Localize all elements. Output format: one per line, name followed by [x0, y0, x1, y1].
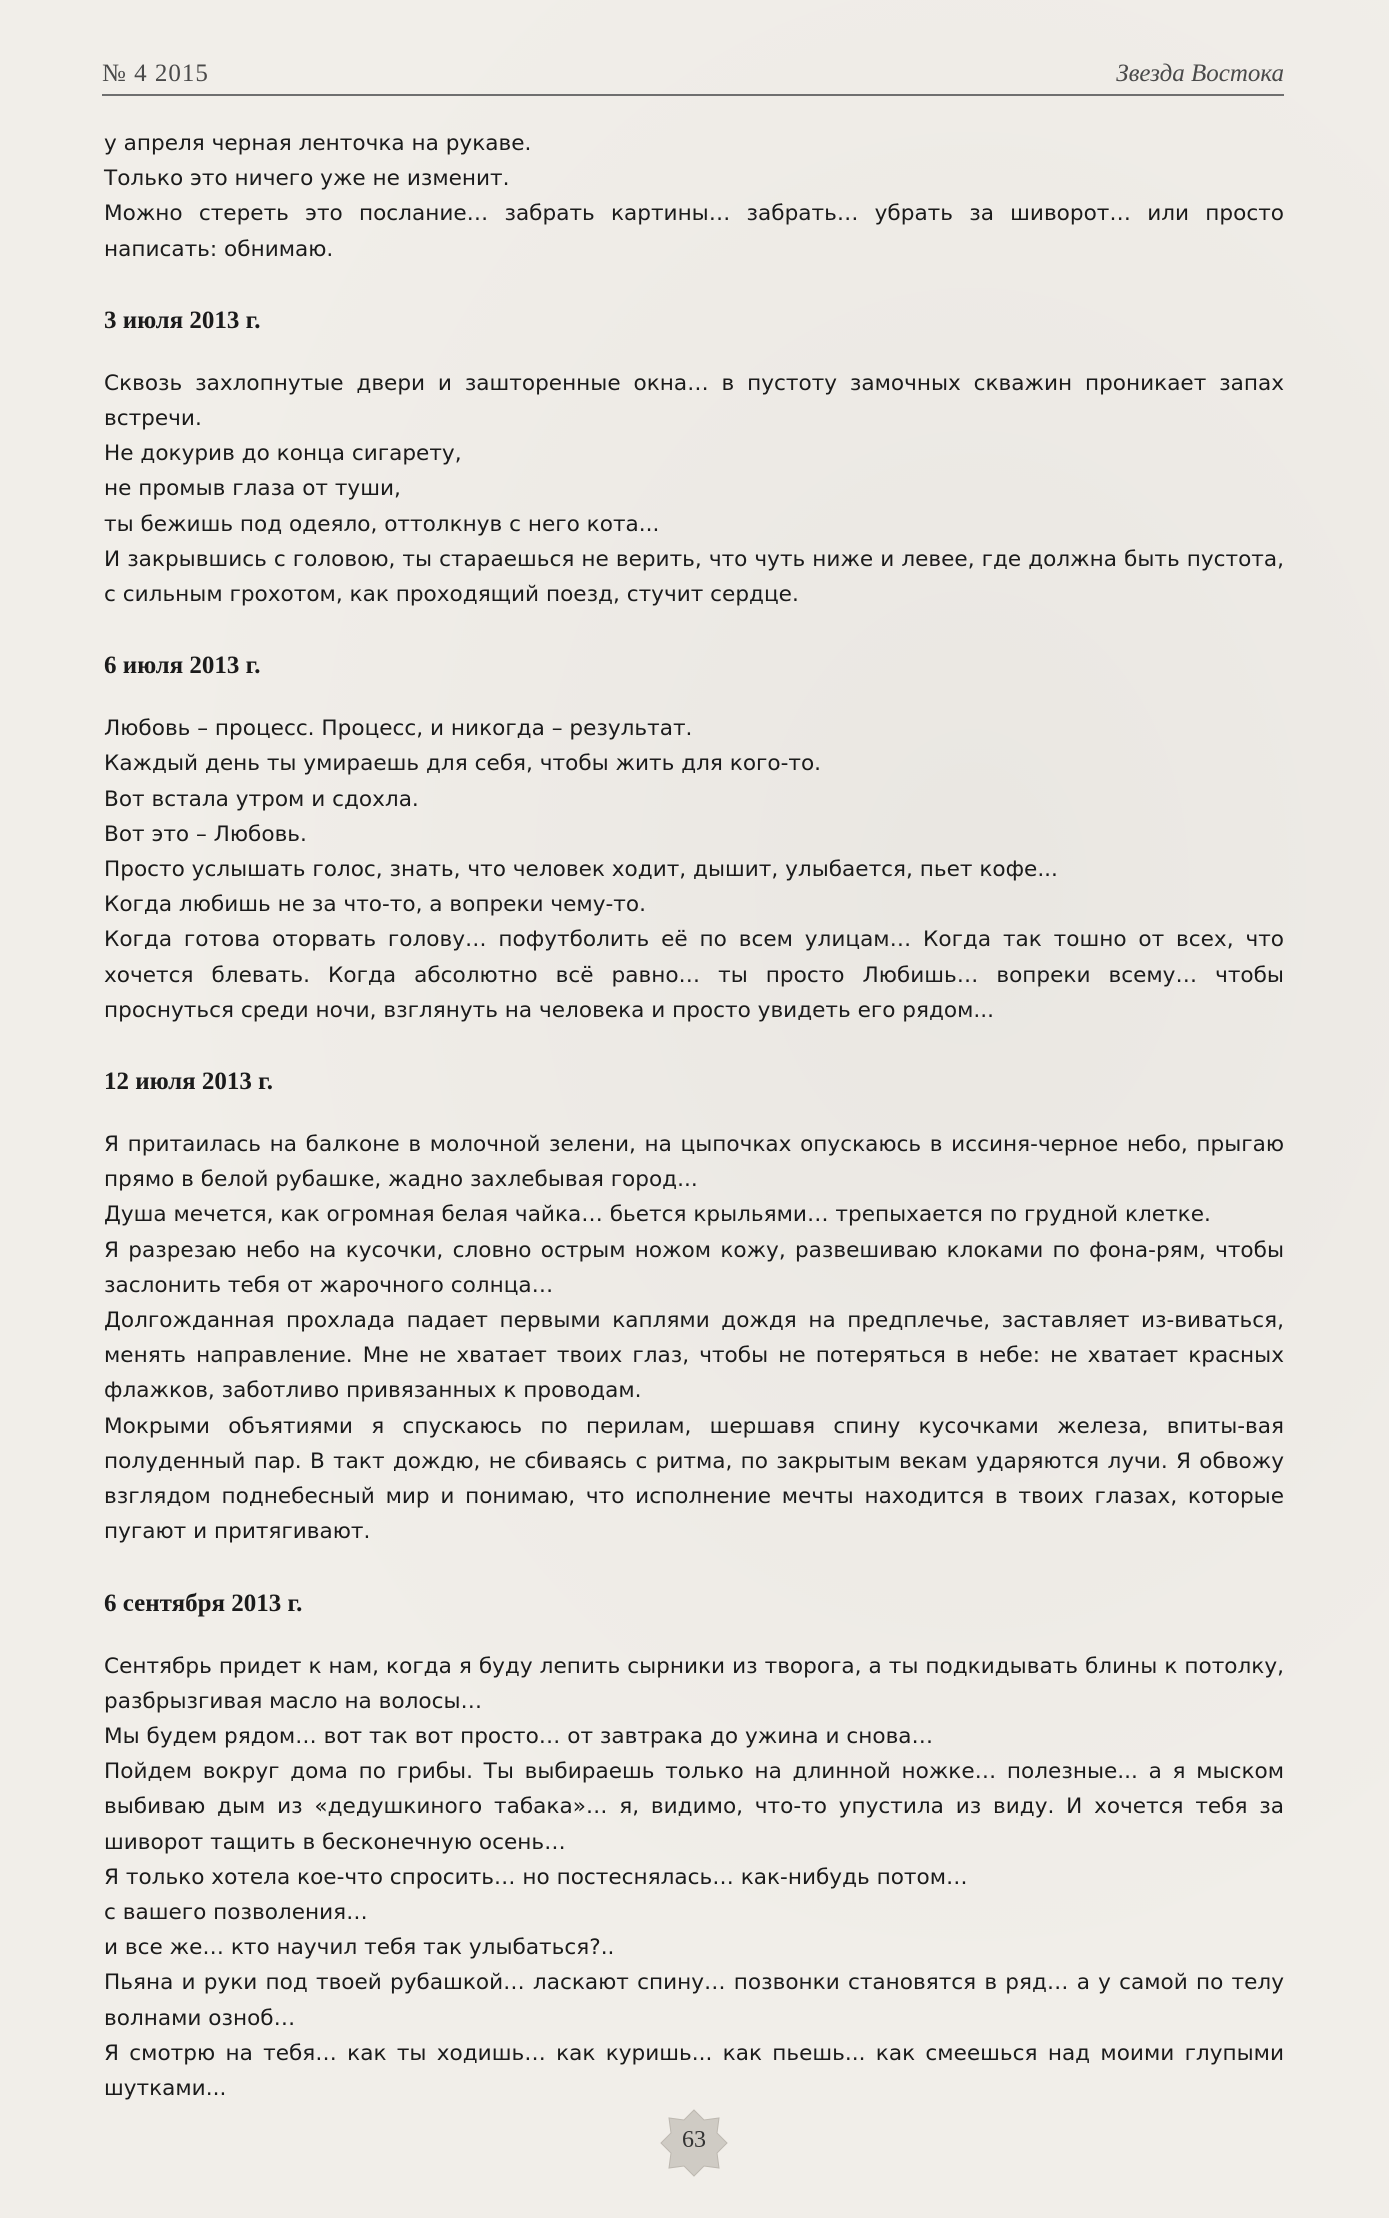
issue-number: № 4 2015	[102, 60, 209, 87]
article-body	[104, 126, 1284, 2106]
running-header	[102, 54, 1284, 96]
paragraph: Долгожданная прохлада падает первыми каплями дождя на предплечье, заставляет из-виваться, менять направление. Мне не хватает твоих глаз, чтобы не потеряться в небе: не хватает красных флажков, заботливо привязанных к проводам.	[104, 1308, 1284, 1404]
entry-date: 6 июля 2013 г.	[104, 652, 261, 680]
paragraph: Когда готова оторвать голову… пофутболить её по всем улицам… Когда так тошно от всех, что хочется блевать. Когда абсолютно всё равно… ты просто Любишь… вопреки всему… чтобы проснуться среди ночи, взглянуть на человека и просто увидеть его рядом...	[104, 927, 1284, 1023]
paragraph: и все же… кто научил тебя так улыбаться?..	[104, 1935, 615, 1961]
paragraph: Душа мечется, как огромная белая чайка… бьется крыльями… трепыхается по грудной клетке.	[104, 1202, 1211, 1228]
paragraph: Я притаилась на балконе в молочной зелени, на цыпочках опускаюсь в иссиня-черное небо, прыгаю прямо в белой рубашке, жадно захлебывая город...	[104, 1132, 1284, 1193]
paragraph: Пойдем вокруг дома по грибы. Ты выбираешь только на длинной ножке… полезные... а я мыском выбиваю дым из «дедушкиного табака»… я, видимо, что-то упустила из виду. И хочется тебя за шиворот тащить в бесконечную осень…	[104, 1759, 1284, 1855]
paragraph: Когда любишь не за что-то, а вопреки чему-то.	[104, 892, 646, 918]
page-number: 63	[682, 2127, 706, 2153]
paragraph: Вот встала утром и сдохла.	[104, 786, 419, 812]
paragraph: Мокрыми объятиями я спускаюсь по перилам, шершавя спину кусочками железа, впиты-вая полуденный пар. В такт дождю, не сбиваясь с ритма, по закрытым векам ударяются лучи. Я обвожу взглядом поднебесный мир и понимаю, что исполнение мечты находится в твоих глазах, которые пугают и притягивают.	[104, 1413, 1284, 1545]
paragraph: не промыв глаза от туши,	[104, 476, 401, 502]
paragraph: Только это ничего уже не изменит.	[104, 166, 510, 192]
entry-date: 6 сентября 2013 г.	[104, 1589, 303, 1617]
paragraph: Я смотрю на тебя… как ты ходишь… как куришь... как пьешь... как смеешься над моими глупыми шутками...	[104, 2040, 1284, 2101]
paragraph: Мы будем рядом… вот так вот просто… от завтрака до ужина и снова…	[104, 1723, 934, 1749]
paragraph: Можно стереть это послание… забрать картины… забрать… убрать за шиворот… или просто написать: обнимаю.	[104, 201, 1284, 262]
paragraph: Я только хотела кое-что спросить… но постеснялась… как-нибудь потом…	[104, 1864, 968, 1890]
paragraph: с вашего позволения…	[104, 1899, 368, 1925]
paragraph: Просто услышать голос, знать, что человек ходит, дышит, улыбается, пьет кофе...	[104, 857, 1058, 883]
paragraph: Я разрезаю небо на кусочки, словно острым ножом кожу, развешиваю клоками по фона-рям, чтобы заслонить тебя от жарочного солнца…	[104, 1237, 1284, 1298]
paragraph: Сквозь захлопнутые двери и зашторенные окна… в пустоту замочных скважин проникает запах встречи.	[104, 370, 1284, 432]
page-footer	[0, 2108, 1389, 2178]
paragraph: у апреля черная ленточка на рукаве.	[104, 131, 532, 156]
magazine-title: Звезда Востока	[1116, 60, 1284, 87]
paragraph: Сентябрь придет к нам, когда я буду лепить сырники из творога, а ты подкидывать блины к потолку, разбрызгивая масло на волосы…	[104, 1653, 1284, 1714]
paragraph: ты бежишь под одеяло, оттолкнув с него кота...	[104, 511, 660, 537]
entry-date: 12 июля 2013 г.	[104, 1068, 273, 1096]
paragraph: Любовь – процесс. Процесс, и никогда – результат.	[104, 716, 693, 742]
paragraph: Вот это – Любовь.	[104, 821, 307, 847]
entry-date: 3 июля 2013 г.	[104, 306, 261, 334]
paragraph: Не докурив до конца сигарету,	[104, 441, 462, 467]
paragraph: И закрывшись с головою, ты стараешься не верить, что чуть ниже и левее, где должна быть пустота, с сильным грохотом, как проходящий поезд, стучит сердце.	[104, 546, 1284, 608]
paragraph: Каждый день ты умираешь для себя, чтобы жить для кого-то.	[104, 751, 822, 777]
paragraph: Пьяна и руки под твоей рубашкой… ласкают спину… позвонки становятся в ряд… а у самой по телу волнами озноб…	[104, 1970, 1284, 2031]
